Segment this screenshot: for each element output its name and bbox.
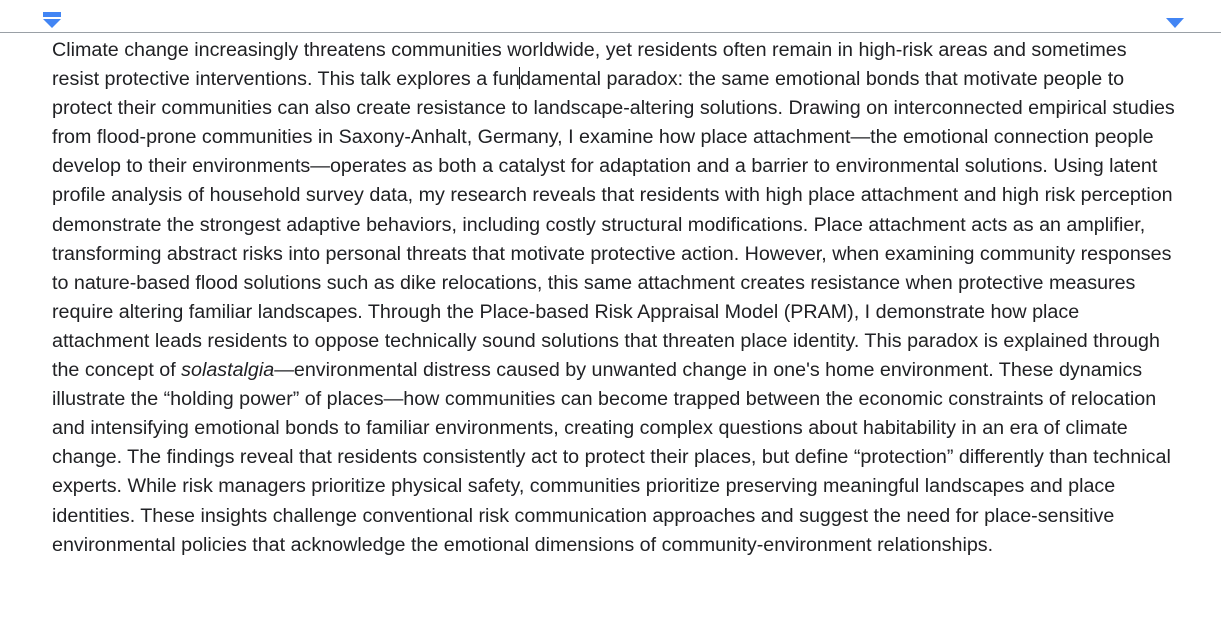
italic-term: solastalgia — [181, 359, 275, 382]
left-indent-triangle[interactable] — [43, 19, 61, 28]
right-indent-marker-icon[interactable] — [1166, 17, 1184, 29]
first-line-indent-bar[interactable] — [43, 12, 61, 17]
paragraph-text-part-2: damental paradox: the same emotional bonds that motivate people to protect their communities can also create resistance to landscape-altering solutions. Drawing on interconnected empirical studies from flood-prone communities in Saxony-Anhalt, Germany, I examine how place attachment—the emotional connection people develop to their environments—operates as both a catalyst for adaptation and a barrier to environmental solutions. Using latent profile analysis of household survey data, my research reveals that residents with high place attachment and high risk perception demonstrate the strongest adaptive behaviors, including costly structural modifications. Place attachment acts as an amplifier, transforming abstract risks into personal threats that motivate protective action. However, when examining community responses to nature-based flood solutions such as dike relocations, this same attachment creates resistance when protective measures require altering familiar landscapes. Through the Place-based Risk Appraisal Model (PRAM), I demonstrate how place attachment leads residents to oppose technically sound solutions that threaten place identity. This paradox is explained through the concept of — [52, 68, 1175, 382]
abstract-paragraph[interactable] — [52, 36, 1177, 560]
horizontal-ruler — [0, 0, 1221, 33]
first-line-indent-marker-icon[interactable] — [42, 11, 62, 29]
paragraph-text-part-1: Climate change increasingly threatens communities worldwide, yet residents often remain in high-risk areas and sometimes resist protective interventions. This talk explores a fun — [52, 39, 1127, 91]
paragraph-text-part-3: —environmental distress caused by unwanted change in one's home environment. These dynamics illustrate the “holding power” of places—how communities can become trapped between the economic constraints of relocation and intensifying emotional bonds to familiar environments, creating complex questions about habitability in an era of climate change. The findings reveal that residents consistently act to protect their places, but define “protection” differently than technical experts. While risk managers prioritize physical safety, communities prioritize preserving meaningful landscapes and place identities. These insights challenge conventional risk communication approaches and suggest the need for place-sensitive environmental policies that acknowledge the emotional dimensions of community-environment relationships. — [52, 359, 1171, 556]
document-page[interactable] — [0, 33, 1221, 636]
right-indent-triangle[interactable] — [1166, 18, 1184, 28]
